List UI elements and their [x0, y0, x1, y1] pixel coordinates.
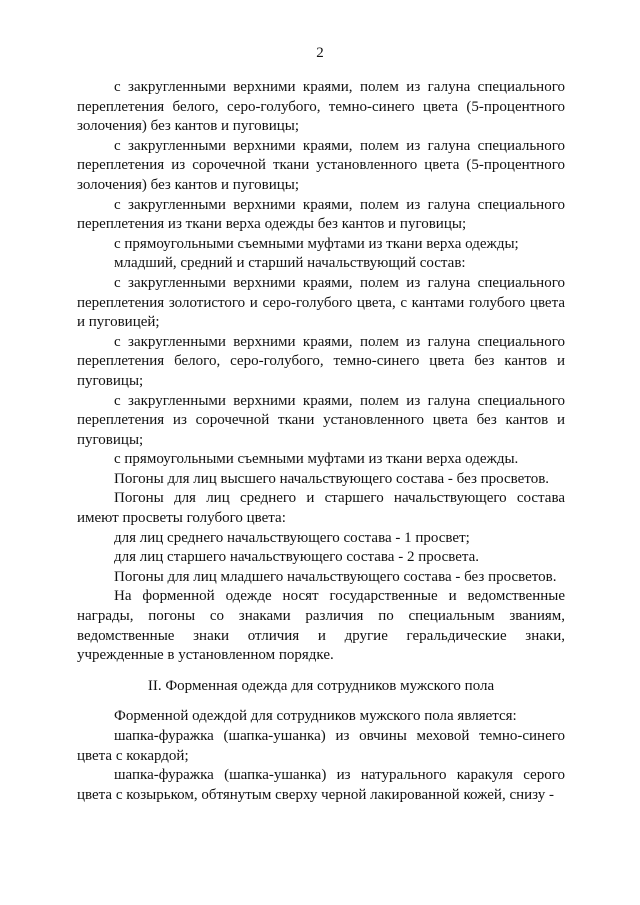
section-heading: II. Форменная одежда для сотрудников мужского пола	[147, 677, 495, 694]
paragraph: Погоны для лиц высшего начальствующего состава - без просветов.	[114, 470, 550, 487]
paragraph: Форменной одеждой для сотрудников мужского пола является:	[114, 708, 517, 725]
paragraph: с закругленными верхними краями, полем из галуна специального переплетения из сорочечной ткани установленного цвета (5-процентного золочения) без кантов и пуговицы;	[77, 137, 565, 193]
paragraph: с закругленными верхними краями, полем из галуна специального переплетения из ткани верха одежды без кантов и пуговицы;	[77, 196, 565, 233]
paragraph: с прямоугольными съемными муфтами из ткани верха одежды;	[114, 235, 519, 252]
paragraph: шапка-фуражка (шапка-ушанка) из натурального каракуля серого цвета с козырьком, обтянутым сверху черной лакированной кожей, снизу -	[77, 767, 565, 803]
paragraph: с закругленными верхними краями, полем из галуна специального переплетения белого, серо-голубого, темно-синего цвета без кантов и пуговицы;	[77, 333, 565, 389]
paragraph: шапка-фуражка (шапка-ушанка) из овчины меховой темно-синего цвета с кокардой;	[77, 728, 565, 764]
page-number: 2	[316, 45, 324, 61]
document-body	[77, 78, 565, 805]
paragraph: На форменной одежде носят государственные и ведомственные награды, погоны со знаками различия по специальным званиям, ведомственные знаки отличия и другие геральдические знаки, учрежденные в установленном порядке.	[77, 588, 565, 664]
paragraph: Погоны для лиц младшего начальствующего состава - без просветов.	[114, 568, 557, 585]
paragraph: для лиц старшего начальствующего состава - 2 просвета.	[114, 549, 480, 566]
paragraph: с закругленными верхними краями, полем из галуна специального переплетения из сорочечной ткани установленного цвета без кантов и пуговицы;	[77, 392, 565, 448]
spacer	[77, 666, 565, 677]
paragraph: с закругленными верхними краями, полем из галуна специального переплетения золотистого и серо-голубого цвета, с кантами голубого цвета и пуговицей;	[77, 274, 565, 331]
spacer	[77, 696, 565, 707]
paragraph: с закругленными верхними краями, полем из галуна специального переплетения белого, серо-голубого, темно-синего цвета (5-процентного золочения) без кантов и пуговицы;	[77, 79, 565, 135]
paragraph: с прямоугольными съемными муфтами из ткани верха одежды.	[114, 451, 519, 468]
paragraph: младший, средний и старший начальствующий состав:	[114, 255, 466, 272]
paragraph: для лиц среднего начальствующего состава - 1 просвет;	[114, 529, 470, 546]
paragraph: Погоны для лиц среднего и старшего начальствующего состава имеют просветы голубого цвета:	[77, 490, 565, 527]
